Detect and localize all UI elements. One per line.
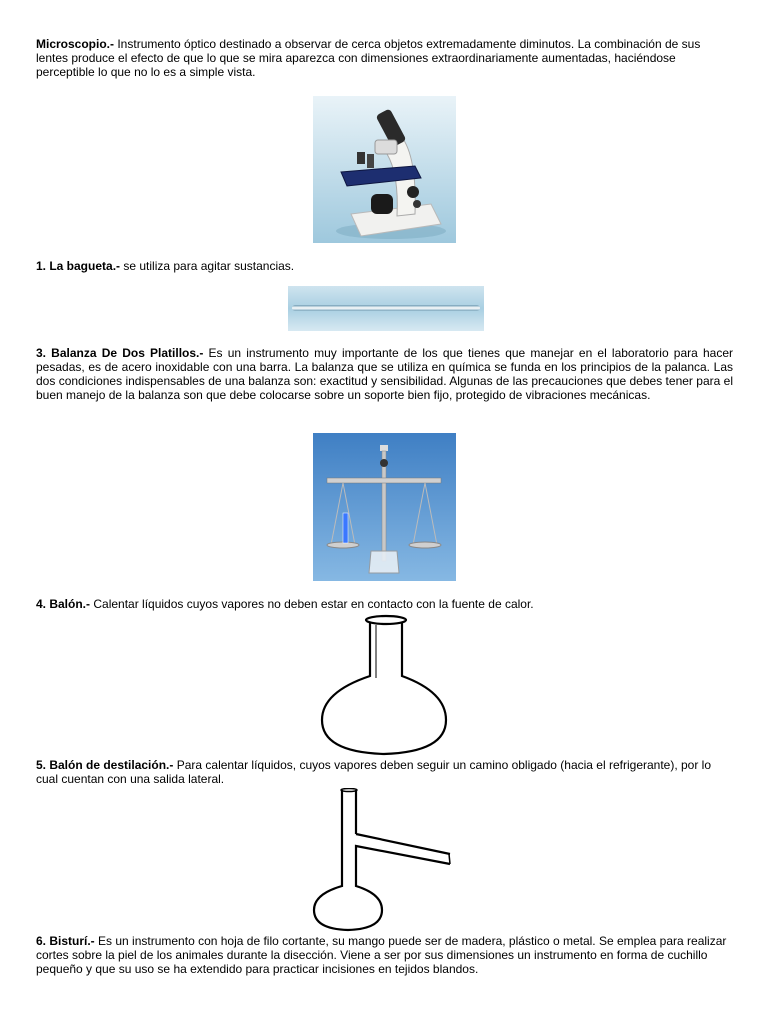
glass-rod-photo — [288, 286, 484, 331]
paragraph-balon — [36, 597, 733, 611]
term-balon-destilacion: 5. Balón de destilación.- — [36, 758, 174, 772]
text-bagueta: se utiliza para agitar sustancias. — [120, 259, 295, 273]
text-balon: Calentar líquidos cuyos vapores no deben estar en contacto con la fuente de calor. — [90, 597, 534, 611]
distillation-flask-drawing — [306, 788, 454, 932]
term-balanza: 3. Balanza De Dos Platillos.- — [36, 346, 204, 360]
term-balon: 4. Balón.- — [36, 597, 91, 611]
paragraph-microscopio — [36, 37, 733, 79]
two-pan-balance-photo — [313, 433, 456, 581]
text-balon-destilacion: Para calentar líquidos, cuyos vapores deben seguir un camino obligado (hacia el refrigerante), por lo cual cuentan con una salida lateral. — [36, 758, 712, 786]
paragraph-balon-destilacion — [36, 758, 733, 786]
paragraph-balanza — [36, 346, 733, 402]
paragraph-bisturi — [36, 934, 733, 976]
term-bagueta: 1. La bagueta.- — [36, 259, 121, 273]
term-bisturi: 6. Bisturí.- — [36, 934, 95, 948]
paragraph-bagueta — [36, 259, 733, 273]
term-microscopio: Microscopio.- — [36, 37, 115, 51]
microscope-photo — [313, 96, 456, 243]
text-microscopio: Instrumento óptico destinado a observar de cerca objetos extremadamente diminutos. La combinación de sus lentes produce el efecto de que lo que se mira aparezca con dimensiones extraordinariamente aumentadas, haciéndose perceptible lo que no lo es a simple vista. — [36, 37, 701, 79]
flask-drawing — [318, 614, 450, 756]
text-balanza: Es un instrumento muy importante de los que tienes que manejar en el laboratorio para hacer pesadas, es de acero inoxidable con una barra. La balanza que se utiliza en química se funda en los principios de la palanca. Las dos condiciones indispensables de una balanza son: exactitud y sensibilidad. Algunas de las precauciones que debes tener para el buen manejo de la balanza son que debe colocarse sobre un soporte bien fijo, protegido de vibraciones mecánicas. — [36, 346, 733, 402]
text-bisturi: Es un instrumento con hoja de filo cortante, su mango puede ser de madera, plástico o metal. Se emplea para realizar cortes sobre la piel de los animales durante la disección. Viene a ser por sus dimensiones un instrumento en forma de cuchillo pequeño y que su uso se ha extendido para practicar incisiones en tejidos blandos. — [36, 934, 727, 976]
